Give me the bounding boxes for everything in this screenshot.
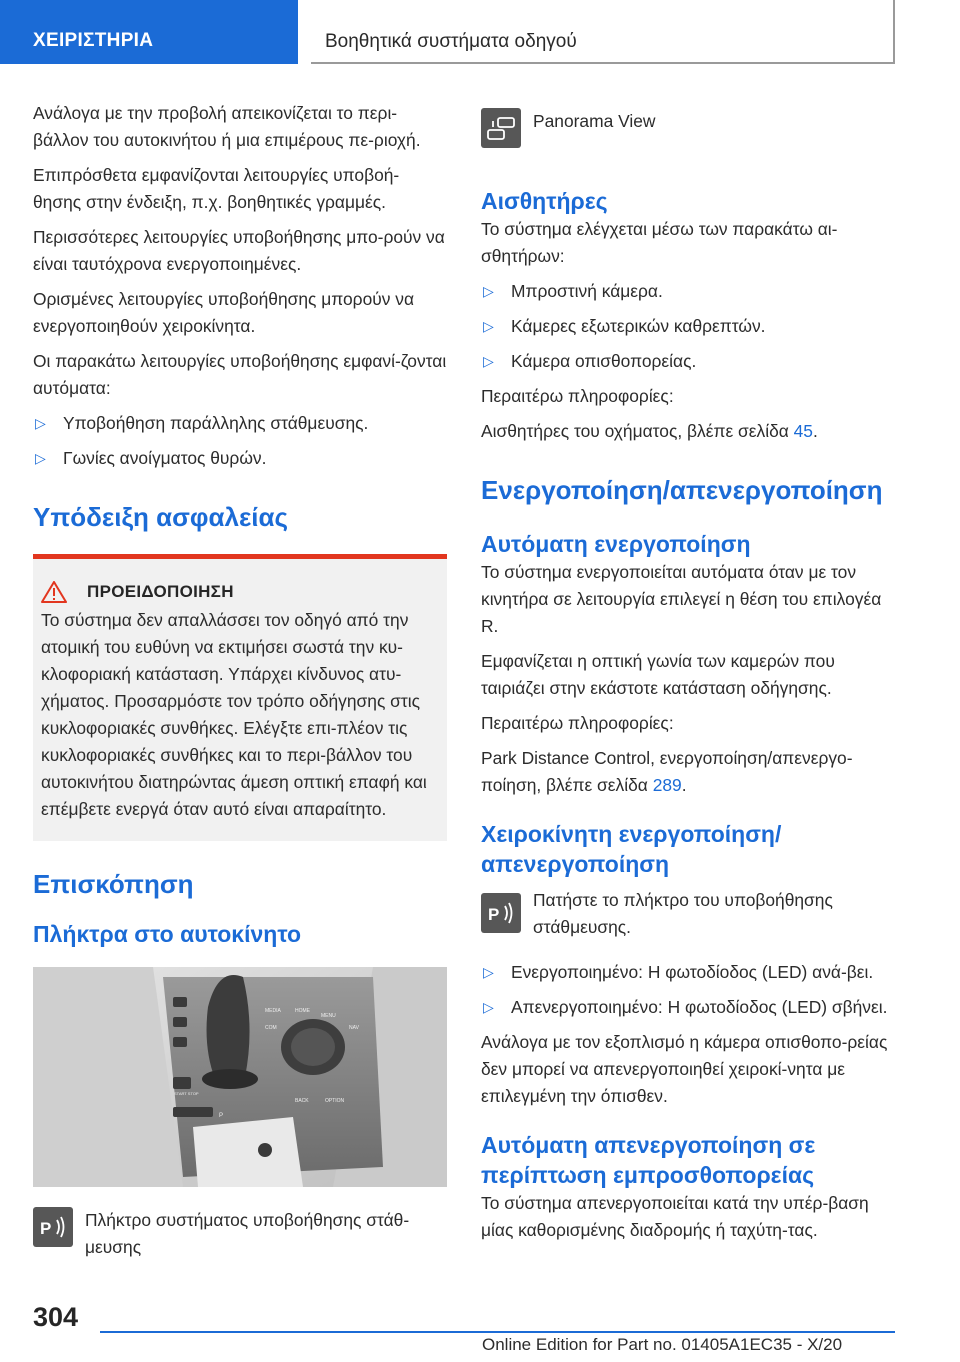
panorama-view-label: Panorama View (533, 111, 656, 131)
list-item: ▷ Κάμερα οπισθοπορείας. (481, 348, 893, 375)
bullet-triangle-icon: ▷ (483, 964, 494, 980)
center-console-illustration (33, 967, 447, 1187)
photo-label-media: MEDIA (265, 1008, 281, 1014)
paragraph: Εμφανίζεται η οπτική γωνία των καμερών που ταιριάζει στην εκάστοτε κατάσταση οδήγησης. (481, 651, 835, 698)
footer-divider (100, 1331, 895, 1333)
paragraph: Περισσότερες λειτουργίες υποβοήθησης μπο-ρούν να είναι ταυτόχρονα ενεργοποιημένες. (33, 227, 445, 274)
paragraph: Περαιτέρω πληροφορίες: (481, 713, 674, 733)
header-chapter-title: Βοηθητικά συστήματα οδηγού (325, 31, 577, 52)
svg-text:P: P (488, 905, 500, 924)
press-button-text: Πατήστε το πλήκτρο του υποβοήθησης στάθμευσης. (533, 890, 833, 937)
svg-text:P: P (40, 1219, 52, 1238)
section-heading-overview: Επισκόπηση (33, 869, 194, 899)
bullet-triangle-icon: ▷ (483, 353, 494, 369)
list-item: ▷ Κάμερες εξωτερικών καθρεπτών. (481, 313, 893, 340)
photo-label-home: HOME (295, 1008, 310, 1014)
park-assist-icon (481, 893, 521, 933)
photo-caption: Πλήκτρο συστήματος υποβοήθησης στάθ-μευσης (85, 1210, 410, 1257)
warning-text: Το σύστημα δεν απαλλάσσει τον οδηγό από την ατομική του ευθύνη να εκτιμήσει σωστά την κυ-κλοφοριακή κατάσταση. Υπάρχει κίνδυνος ατυ-χήματος. Προσαρμόστε τον τρόπο οδήγησης στις κυκλοφοριακές συνθήκες. Ελέγξτε επι-πλέον τις κυκλοφοριακές συνθήκες και το περι-βάλλον του αυτοκινήτου διατηρώντας άμεση οπτική επαφή και επέμβετε ενεργά όταν αυτό είναι απαραίτητο. (41, 610, 427, 819)
page-number: 304 (33, 1302, 79, 1332)
subsection-heading-auto-off: Αυτόματη απενεργοποίηση σε περίπτωση εμπροσθοπορείας (481, 1132, 816, 1188)
page-link-45[interactable]: 45 (793, 421, 813, 441)
page-link-289[interactable]: 289 (652, 775, 682, 795)
paragraph-sensors-ref: Αισθητήρες του οχήματος, βλέπε σελίδα 45. (481, 421, 818, 441)
bullet-triangle-icon: ▷ (483, 999, 494, 1015)
warning-title: ΠΡΟΕΙΔΟΠΟΙΗΣΗ (87, 582, 234, 601)
warning-box (33, 554, 447, 841)
paragraph: Το σύστημα ενεργοποιείται αυτόματα όταν με τον κινητήρα σε λειτουργία επιλεγεί η θέση του επιλογέα R. (481, 562, 882, 636)
photo-label-back: BACK (295, 1098, 309, 1104)
right-column (481, 100, 893, 1252)
section-heading-sensors: Αισθητήρες (481, 188, 608, 214)
paragraph: Επιπρόσθετα εμφανίζονται λειτουργίες υποβοή-θησης στην ένδειξη, π.χ. βοηθητικές γραμμές. (33, 165, 400, 212)
bullet-triangle-icon: ▷ (483, 283, 494, 299)
photo-label-com: COM (265, 1025, 277, 1031)
photo-label-option: OPTION (325, 1098, 345, 1104)
paragraph: Ορισμένες λειτουργίες υποβοήθησης μπορούν να ενεργοποιηθούν χειροκίνητα. (33, 289, 415, 336)
list-item: ▷ Ενεργοποιημένο: Η φωτοδίοδος (LED) ανά-βει. (481, 959, 893, 986)
paragraph: Ανάλογα με την προβολή απεικονίζεται το περι-βάλλον του αυτοκινήτου ή μια επιμέρους πε-ριοχή. (33, 103, 421, 150)
photo-label-menu: MENU (321, 1013, 336, 1019)
center-console-photo (33, 967, 447, 1187)
section-heading-activation: Ενεργοποίηση/απενεργοποίηση (481, 475, 883, 505)
bullet-triangle-icon: ▷ (35, 450, 46, 466)
bullet-triangle-icon: ▷ (35, 415, 46, 431)
warning-triangle-icon (41, 581, 67, 603)
paragraph: Περαιτέρω πληροφορίες: (481, 386, 674, 406)
footer-edition: Online Edition for Part no. 01405A1EC35 - X/20 (482, 1335, 843, 1354)
subsection-heading-auto-on: Αυτόματη ενεργοποίηση (481, 531, 751, 557)
panorama-view-icon (481, 108, 521, 148)
bullet-triangle-icon: ▷ (483, 318, 494, 334)
paragraph-pdc-ref: Park Distance Control, ενεργοποίηση/απενεργο-ποίηση, βλέπε σελίδα 289. (481, 748, 853, 795)
header-section-tab (0, 0, 298, 64)
section-heading-safety: Υπόδειξη ασφαλείας (33, 502, 289, 532)
list-item: ▷ Απενεργοποιημένο: Η φωτοδίοδος (LED) σβήνει. (481, 994, 893, 1021)
paragraph: Το σύστημα απενεργοποιείται κατά την υπέρ-βαση μίας καθορισμένης διαδρομής ή ταχύτη-τας. (481, 1193, 869, 1240)
paragraph: Οι παρακάτω λειτουργίες υποβοήθησης εμφανί-ζονται αυτόματα: (33, 351, 447, 398)
paragraph: Ανάλογα με τον εξοπλισμό η κάμερα οπισθοπο-ρείας δεν μπορεί να απενεργοποιηθεί χειροκί-νητα με επιλεγμένη την όπισθεν. (481, 1032, 888, 1106)
list-item: ▷ Γωνίες ανοίγματος θυρών. (33, 445, 447, 472)
photo-label-start-stop: START STOP (174, 1091, 199, 1096)
photo-label-nav: NAV (349, 1025, 359, 1031)
header-section-title: ΧΕΙΡΙΣΤΗΡΙΑ (33, 30, 154, 51)
subsection-heading-buttons: Πλήκτρα στο αυτοκίνητο (33, 921, 302, 947)
list-item: ▷ Υποβοήθηση παράλληλης στάθμευσης. (33, 410, 447, 437)
paragraph: Το σύστημα ελέγχεται μέσω των παρακάτω αι-σθητήρων: (481, 219, 838, 266)
park-assist-icon (33, 1207, 73, 1247)
list-item: ▷ Μπροστινή κάμερα. (481, 278, 893, 305)
left-column (33, 100, 447, 1261)
subsection-heading-manual: Χειροκίνητη ενεργοποίηση/ απενεργοποίηση (481, 821, 782, 877)
photo-label-p: P (219, 1113, 224, 1119)
header-chapter-tab (311, 0, 895, 64)
